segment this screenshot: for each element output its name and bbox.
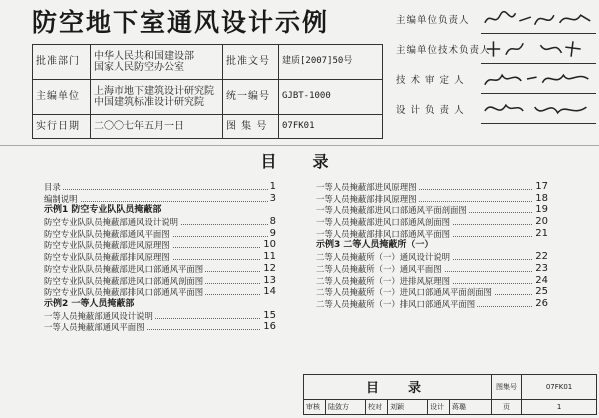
toc-entry-page: 21: [535, 227, 548, 239]
toc-entry-page: 3: [269, 192, 276, 204]
toc-entry-page: 16: [263, 321, 276, 333]
handwritten-signature: [481, 37, 596, 61]
signature-panel: [384, 4, 597, 146]
toc-entry-page: 12: [263, 262, 276, 274]
toc-entry-page: 8: [269, 216, 276, 228]
toc-entry-title: 编制说明: [44, 193, 78, 204]
page-number: 1: [522, 399, 597, 414]
signature-unit-head: [481, 4, 596, 34]
toc-entry-page: 1: [269, 181, 276, 192]
effective-date-value: 二〇〇七年五月一日: [91, 114, 223, 138]
toc-entry-page: 26: [535, 297, 548, 309]
toc-entry: [44, 217, 276, 229]
header-divider: [0, 145, 599, 146]
toc-entry-title: 防空专业队队员掩蔽部进风口部通风剖面图: [44, 275, 204, 286]
toc-entry: [316, 287, 548, 299]
toc-entry: [44, 264, 276, 276]
approval-dept-label: 批准部门: [33, 45, 91, 80]
toc-entry: [44, 194, 276, 206]
approval-dept-line-1: 中华人民共和国建设部: [94, 50, 194, 62]
check-name: 刘颖: [388, 399, 428, 414]
signature-table: [396, 4, 596, 124]
toc-entry: [316, 229, 548, 241]
toc-entry: [44, 182, 276, 194]
toc-entry: [44, 322, 276, 334]
toc-entry-title: 一等人员掩蔽部排风原理图: [316, 193, 417, 204]
toc-entry: [316, 264, 548, 276]
check-label: 校对: [366, 399, 388, 414]
toc-column-right: [316, 182, 548, 311]
review-name: 陆敛方: [326, 399, 366, 414]
approval-dept-line-2: 国家人民防空办公室: [94, 61, 184, 73]
toc-entry-page: 25: [535, 286, 548, 298]
leader-dots: [44, 189, 276, 190]
toc-entry-title: 防空专业队队员掩蔽部进风口部通风平面图: [44, 263, 204, 274]
toc-entry-page: 13: [263, 274, 276, 286]
toc-entry-title: 防空专业队队员掩蔽部进风原理图: [44, 240, 170, 251]
handwritten-signature: [481, 67, 596, 91]
toc-entry-title: 一等人员掩蔽部进风口部通风剖面图: [316, 217, 450, 228]
title-block-atlas-label: 图集号: [492, 375, 522, 400]
toc-entry-title: 一等人员掩蔽部进风原理图: [316, 182, 417, 192]
review-label: 审核: [304, 399, 326, 414]
toc-entry: [316, 194, 548, 206]
toc-entry-title: 防空专业队队员掩蔽部排风原理图: [44, 252, 170, 263]
toc-entry: [44, 276, 276, 288]
title-block: [303, 374, 597, 415]
toc-entry-title: 二等人员掩蔽所（一）进风口部通风平面剖面图: [316, 287, 492, 298]
toc-entry-page: 24: [535, 274, 548, 286]
effective-date-label: 实行日期: [33, 114, 91, 138]
signature-tech-head: [481, 34, 596, 64]
page-label: 页: [492, 399, 522, 414]
atlas-no-value: 07FK01: [279, 114, 383, 138]
toc-entry-page: 23: [535, 262, 548, 274]
toc-entry-title: 一等人员掩蔽部通风设计说明: [44, 310, 153, 321]
chief-unit-label: 主编单位: [33, 79, 91, 114]
toc-column-left: [44, 182, 276, 334]
sig-label-design-lead: 设 计 负 责 人: [396, 104, 465, 116]
design-name: 蒋璐: [450, 399, 492, 414]
toc-entry-page: 22: [535, 251, 548, 263]
toc-entry-page: 11: [263, 251, 276, 263]
toc-section-heading: [44, 299, 276, 311]
sig-label-reviewer: 技 术 审 定 人: [396, 74, 465, 86]
toc-entry-title: 一等人员掩蔽部通风平面图: [44, 322, 145, 333]
toc-entry-page: 17: [535, 181, 548, 192]
toc-section-heading: [316, 240, 548, 252]
chief-unit-value: [91, 79, 223, 114]
unified-no-label: 统一编号: [223, 79, 279, 114]
toc-section-text: 示例2 一等人员掩蔽部: [44, 298, 135, 309]
title-block-name: 目 录: [304, 375, 492, 400]
toc-entry-page: 10: [263, 239, 276, 251]
atlas-no-label: 图 集 号: [223, 114, 279, 138]
toc-entry: [44, 311, 276, 323]
toc-entry: [316, 205, 548, 217]
toc-section-heading: [44, 205, 276, 217]
handwritten-signature: [481, 97, 596, 121]
toc-entry: [316, 217, 548, 229]
toc-entry-page: 18: [535, 192, 548, 204]
toc-entry-page: 15: [263, 309, 276, 321]
toc-entry-title: 防空专业队队员掩蔽部通风平面图: [44, 228, 170, 239]
toc-entry-title: 二等人员掩蔽所（一）通风平面图: [316, 263, 442, 274]
toc-entry-title: 一等人员掩蔽部排风口部通风平面图: [316, 228, 450, 239]
toc-entry: [44, 240, 276, 252]
toc-entry: [316, 252, 548, 264]
design-label: 设计: [428, 399, 450, 414]
toc-entry-title: 二等人员掩蔽所（一）排风口部通风平面图: [316, 298, 476, 309]
toc-section-text: 示例3 二等人员掩蔽所（一）: [316, 240, 434, 251]
toc-entry-page: 9: [269, 227, 276, 239]
approval-no-value: 建质[2007]50号: [279, 45, 383, 80]
chief-unit-line-1: 上海市地下建筑设计研究院: [94, 85, 214, 97]
toc-entry: [44, 229, 276, 241]
toc-section-text: 示例1 防空专业队队员掩蔽部: [44, 205, 162, 216]
toc-entry: [316, 276, 548, 288]
toc-entry: [44, 252, 276, 264]
atlas-title: 防空地下室通风设计示例: [32, 8, 330, 37]
toc-entry-title: 二等人员掩蔽所（一）通风设计说明: [316, 252, 450, 263]
sig-label-unit-head: 主编单位负责人: [396, 14, 470, 26]
handwritten-signature: [481, 7, 596, 31]
toc-entry-title: 防空专业队队员掩蔽部排风口部通风平面图: [44, 287, 204, 298]
toc-entry-page: 14: [263, 286, 276, 298]
toc-entry-title: 一等人员掩蔽部进风口部通风平面剖面图: [316, 205, 467, 216]
approval-dept-value: [91, 45, 223, 80]
toc-entry: [316, 299, 548, 311]
chief-unit-line-2: 中国建筑标准设计研究院: [94, 96, 204, 108]
toc-heading: 目 录: [260, 152, 339, 171]
toc-entry-title: 二等人员掩蔽所（一）进排风原理图: [316, 275, 450, 286]
title-block-atlas-no: 07FK01: [522, 375, 597, 400]
unified-no-value: GJBT-1000: [279, 79, 383, 114]
toc-entry-title: 防空专业队队员掩蔽部通风设计说明: [44, 217, 178, 228]
header-info: [32, 4, 382, 146]
sig-label-tech-head: 主编单位技术负责人: [396, 44, 491, 56]
approval-table: [32, 44, 383, 139]
signature-design-lead: [481, 94, 596, 124]
approval-no-label: 批准文号: [223, 45, 279, 80]
toc-entry: [44, 287, 276, 299]
atlas-header: [4, 4, 597, 146]
signature-reviewer: [481, 64, 596, 94]
toc-entry-page: 19: [535, 204, 548, 216]
toc-entry-title: 目录: [44, 182, 61, 192]
toc-entry-page: 20: [535, 216, 548, 228]
toc-entry: [316, 182, 548, 194]
